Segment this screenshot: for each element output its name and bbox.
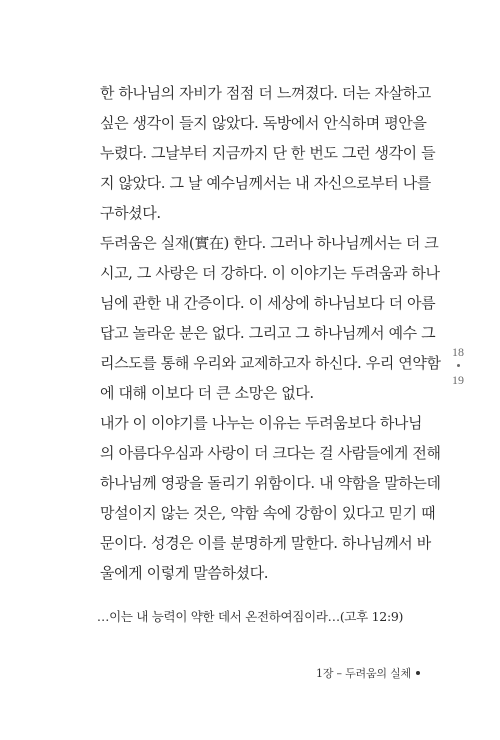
scripture-quote: …이는 내 능력이 약한 데서 온전하여짐이라…(고후 12:9) <box>96 609 404 624</box>
text-line: 리스도를 통해 우리와 교제하고자 하신다. 우리 연약함 <box>100 354 441 372</box>
footer-bullet-icon <box>416 671 420 675</box>
text-line: 두려움은 실재(實在) 한다. 그러나 하나님께서는 더 크 <box>100 234 439 252</box>
text-line: 울에게 이렇게 말씀하셨다. <box>100 564 269 582</box>
text-line: 망설이지 않는 것은, 약함 속에 강함이 있다고 믿기 때 <box>100 504 436 522</box>
text-line: 답고 놀라운 분은 없다. 그리고 그 하나님께서 예수 그 <box>100 324 436 342</box>
text-line: 시고, 그 사랑은 더 강하다. 이 이야기는 두려움과 하나 <box>100 264 440 282</box>
folio-dot-icon <box>457 364 460 367</box>
text-line: 내가 이 이야기를 나누는 이유는 두려움보다 하나님 <box>100 414 423 432</box>
text-line: 문이다. 성경은 이를 분명하게 말한다. 하나님께서 바 <box>100 534 431 552</box>
text-line: 하나님께 영광을 돌리기 위함이다. 내 약함을 말하는데 <box>100 474 441 492</box>
page-folio <box>445 345 471 387</box>
chapter-title: 1장 – 두려움의 실체 <box>316 667 411 680</box>
text-line: 에 대해 이보다 더 큰 소망은 없다. <box>100 384 314 402</box>
body-text <box>100 78 441 588</box>
text-line: 의 아름다우심과 사랑이 더 크다는 걸 사람들에게 전해 <box>100 444 441 462</box>
text-line: 구하셨다. <box>100 204 161 222</box>
right-page-number: 19 <box>452 373 464 387</box>
running-footer <box>316 665 420 681</box>
text-line: 님에 관한 내 간증이다. 이 세상에 하나님보다 더 아름 <box>100 294 436 312</box>
text-line: 누렸다. 그날부터 지금까지 단 한 번도 그런 생각이 들 <box>100 144 436 162</box>
text-line: 한 하나님의 자비가 점점 더 느껴졌다. 더는 자살하고 <box>100 84 431 102</box>
text-line: 지 않았다. 그 날 예수님께서는 내 자신으로부터 나를 <box>100 174 431 192</box>
text-line: 싶은 생각이 들지 않았다. 독방에서 안식하며 평안을 <box>100 114 427 132</box>
left-page-number: 18 <box>452 345 464 359</box>
